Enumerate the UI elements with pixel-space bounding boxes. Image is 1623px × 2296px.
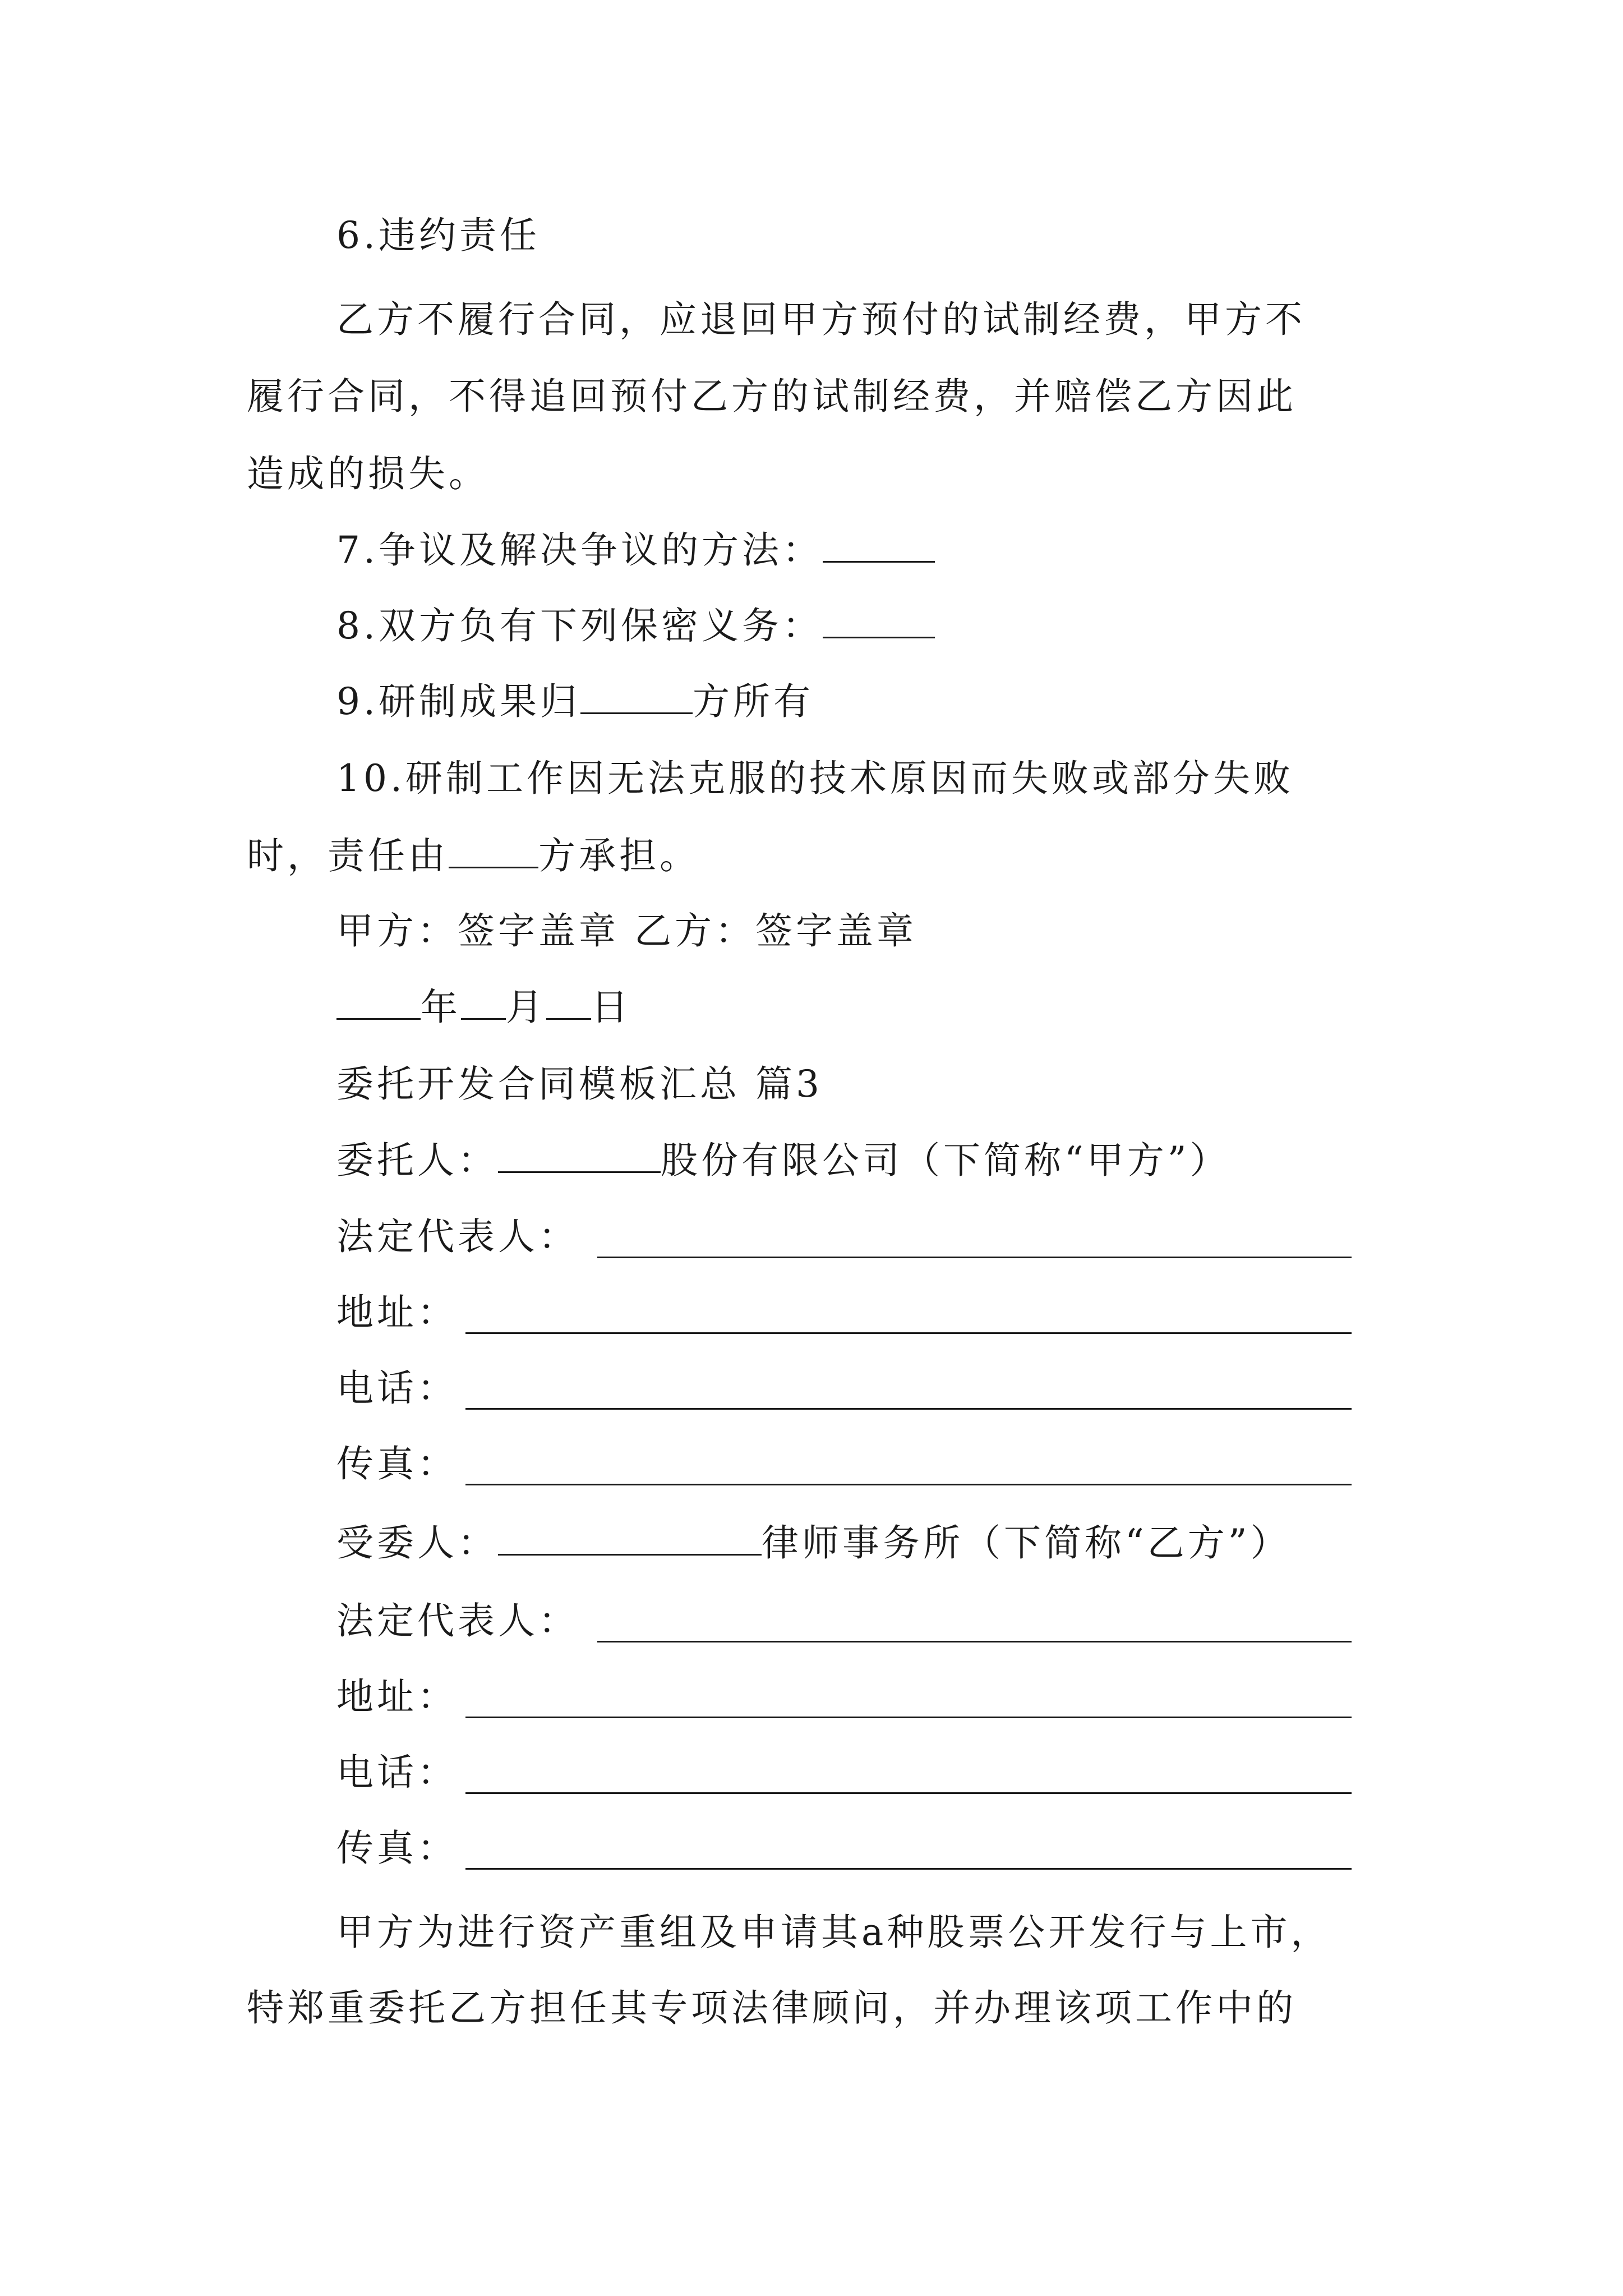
- day-blank[interactable]: [546, 984, 591, 1020]
- blank-field[interactable]: [449, 833, 538, 868]
- fax-label: 传真：: [336, 1442, 458, 1485]
- client-line: 委托人： 股份有限公司（下简称“甲方”）: [336, 1139, 1230, 1182]
- legal-rep-label: 法定代表人：: [336, 1599, 579, 1642]
- phone-label: 电话：: [336, 1366, 458, 1410]
- clause-7: 7.争议及解决争议的方法：: [336, 527, 935, 573]
- paragraph-line: 乙方不履行合同，应退回甲方预付的试制经费，甲方不: [336, 298, 1306, 341]
- paragraph-line: 甲方为进行资产重组及申请其a种股票公开发行与上市，: [336, 1911, 1331, 1954]
- date-line: 年 月 日: [336, 984, 631, 1030]
- paragraph-line: 特郑重委托乙方担任其专项法律顾问，并办理该项工作中的: [247, 1986, 1297, 2030]
- phone-field[interactable]: [465, 1408, 1352, 1410]
- agent-line: 受委人： 律师事务所（下简称“乙方”）: [336, 1521, 1291, 1565]
- legal-rep-field[interactable]: [597, 1641, 1352, 1642]
- paragraph-line: 履行合同，不得追回预付乙方的试制经费，并赔偿乙方因此: [247, 375, 1297, 418]
- address-label: 地址：: [336, 1675, 458, 1718]
- legal-rep-field[interactable]: [597, 1257, 1352, 1258]
- clause-9: 9.研制成果归 方所有: [336, 680, 814, 723]
- section-title: 委托开发合同模板汇总 篇3: [336, 1062, 823, 1106]
- clause-6-heading: 6.违约责任: [336, 214, 540, 257]
- client-name-blank[interactable]: [498, 1138, 661, 1173]
- address-field[interactable]: [465, 1717, 1352, 1718]
- blank-field[interactable]: [580, 679, 693, 714]
- paragraph-line: 时，责任由 方承担。: [247, 834, 700, 877]
- phone-label: 电话：: [336, 1751, 458, 1794]
- year-blank[interactable]: [336, 984, 421, 1020]
- clause-8: 8.双方负有下列保密义务：: [336, 603, 935, 648]
- month-blank[interactable]: [461, 984, 506, 1020]
- address-label: 地址：: [336, 1291, 458, 1334]
- fax-label: 传真：: [336, 1826, 458, 1870]
- fax-field[interactable]: [465, 1484, 1352, 1485]
- clause-10: 10.研制工作因无法克服的技术原因而失败或部分失败: [336, 757, 1294, 800]
- signature-line: 甲方：签字盖章 乙方：签字盖章: [336, 909, 917, 953]
- fax-field[interactable]: [465, 1868, 1352, 1870]
- agent-name-blank[interactable]: [498, 1520, 762, 1556]
- blank-field[interactable]: [823, 603, 935, 638]
- address-field[interactable]: [465, 1332, 1352, 1334]
- blank-field[interactable]: [823, 527, 935, 563]
- phone-field[interactable]: [465, 1792, 1352, 1794]
- paragraph-line: 造成的损失。: [247, 452, 489, 495]
- legal-rep-label: 法定代表人：: [336, 1215, 579, 1258]
